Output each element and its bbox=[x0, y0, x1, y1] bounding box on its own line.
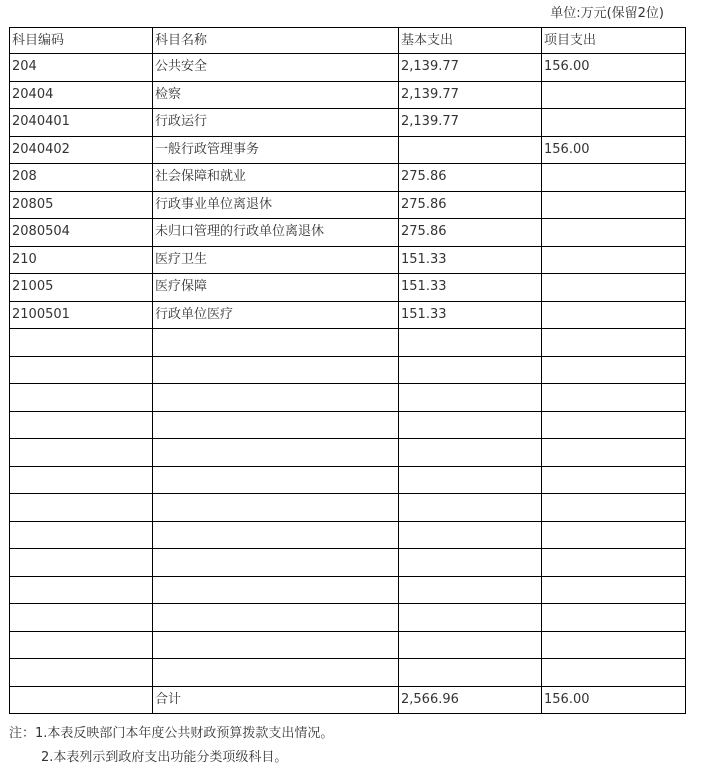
cell-subject-code bbox=[10, 686, 153, 714]
cell-project-expenditure bbox=[542, 164, 686, 192]
table-row bbox=[10, 81, 686, 109]
cell-subject-code: 2080504 bbox=[10, 219, 153, 247]
cell-basic-expenditure: 2,566.96 bbox=[399, 686, 542, 714]
table-row bbox=[10, 631, 686, 659]
cell-subject-name bbox=[153, 494, 399, 522]
table-row bbox=[10, 494, 686, 522]
cell-subject-code bbox=[10, 494, 153, 522]
footnotes bbox=[9, 722, 333, 770]
footnote-2: 2.本表列示到政府支出功能分类项级科目。 bbox=[41, 750, 288, 765]
cell-basic-expenditure: 275.86 bbox=[399, 219, 542, 247]
unit-note: 单位:万元(保留2位) bbox=[550, 6, 664, 21]
cell-subject-code: 20805 bbox=[10, 191, 153, 219]
cell-basic-expenditure bbox=[399, 604, 542, 632]
table-row bbox=[10, 246, 686, 274]
cell-subject-code bbox=[10, 549, 153, 577]
cell-subject-code: 208 bbox=[10, 164, 153, 192]
cell-basic-expenditure bbox=[399, 659, 542, 687]
cell-basic-expenditure bbox=[399, 466, 542, 494]
table-row bbox=[10, 356, 686, 384]
table-row bbox=[10, 411, 686, 439]
cell-subject-name bbox=[153, 576, 399, 604]
table-row bbox=[10, 384, 686, 412]
cell-project-expenditure bbox=[542, 659, 686, 687]
header-basic-expenditure: 基本支出 bbox=[399, 28, 542, 54]
cell-subject-code bbox=[10, 466, 153, 494]
cell-subject-name bbox=[153, 356, 399, 384]
cell-subject-name bbox=[153, 384, 399, 412]
cell-project-expenditure bbox=[542, 631, 686, 659]
table-header-row bbox=[10, 28, 686, 54]
table-row bbox=[10, 439, 686, 467]
cell-subject-code bbox=[10, 411, 153, 439]
cell-basic-expenditure: 275.86 bbox=[399, 164, 542, 192]
cell-subject-code bbox=[10, 576, 153, 604]
table-row bbox=[10, 136, 686, 164]
budget-table bbox=[9, 27, 686, 714]
cell-subject-code: 2100501 bbox=[10, 301, 153, 329]
table-row bbox=[10, 659, 686, 687]
cell-project-expenditure bbox=[542, 109, 686, 137]
table-row bbox=[10, 301, 686, 329]
cell-subject-name: 公共安全 bbox=[153, 54, 399, 82]
header-project-expenditure: 项目支出 bbox=[542, 28, 686, 54]
cell-subject-name: 行政运行 bbox=[153, 109, 399, 137]
cell-subject-code bbox=[10, 659, 153, 687]
table-row bbox=[10, 329, 686, 357]
table-row bbox=[10, 109, 686, 137]
cell-subject-name: 合计 bbox=[153, 686, 399, 714]
cell-project-expenditure bbox=[542, 466, 686, 494]
cell-subject-code bbox=[10, 384, 153, 412]
cell-basic-expenditure bbox=[399, 329, 542, 357]
cell-subject-name: 医疗卫生 bbox=[153, 246, 399, 274]
cell-project-expenditure bbox=[542, 191, 686, 219]
cell-basic-expenditure: 151.33 bbox=[399, 274, 542, 302]
cell-project-expenditure: 156.00 bbox=[542, 686, 686, 714]
cell-basic-expenditure: 275.86 bbox=[399, 191, 542, 219]
cell-subject-code: 20404 bbox=[10, 81, 153, 109]
cell-subject-code: 2040401 bbox=[10, 109, 153, 137]
cell-subject-name: 一般行政管理事务 bbox=[153, 136, 399, 164]
cell-project-expenditure bbox=[542, 411, 686, 439]
table-total-row bbox=[10, 686, 686, 714]
cell-subject-name bbox=[153, 329, 399, 357]
cell-basic-expenditure bbox=[399, 136, 542, 164]
cell-project-expenditure bbox=[542, 246, 686, 274]
cell-basic-expenditure: 2,139.77 bbox=[399, 81, 542, 109]
cell-subject-code bbox=[10, 604, 153, 632]
cell-subject-code bbox=[10, 631, 153, 659]
cell-subject-name bbox=[153, 521, 399, 549]
cell-subject-name bbox=[153, 604, 399, 632]
cell-basic-expenditure bbox=[399, 356, 542, 384]
cell-basic-expenditure: 2,139.77 bbox=[399, 54, 542, 82]
cell-basic-expenditure bbox=[399, 494, 542, 522]
table-row bbox=[10, 274, 686, 302]
cell-basic-expenditure bbox=[399, 411, 542, 439]
cell-subject-name: 医疗保障 bbox=[153, 274, 399, 302]
cell-project-expenditure bbox=[542, 604, 686, 632]
cell-project-expenditure bbox=[542, 521, 686, 549]
cell-subject-name: 行政单位医疗 bbox=[153, 301, 399, 329]
cell-basic-expenditure bbox=[399, 439, 542, 467]
cell-subject-code: 204 bbox=[10, 54, 153, 82]
table-row bbox=[10, 191, 686, 219]
cell-basic-expenditure bbox=[399, 549, 542, 577]
cell-project-expenditure bbox=[542, 301, 686, 329]
cell-subject-code bbox=[10, 521, 153, 549]
cell-project-expenditure bbox=[542, 81, 686, 109]
cell-project-expenditure: 156.00 bbox=[542, 136, 686, 164]
cell-project-expenditure bbox=[542, 329, 686, 357]
table-row bbox=[10, 466, 686, 494]
cell-project-expenditure bbox=[542, 356, 686, 384]
cell-subject-code bbox=[10, 329, 153, 357]
cell-project-expenditure bbox=[542, 439, 686, 467]
cell-project-expenditure bbox=[542, 274, 686, 302]
table-row bbox=[10, 549, 686, 577]
cell-project-expenditure bbox=[542, 576, 686, 604]
cell-subject-code bbox=[10, 356, 153, 384]
cell-subject-code: 210 bbox=[10, 246, 153, 274]
cell-project-expenditure: 156.00 bbox=[542, 54, 686, 82]
cell-subject-name bbox=[153, 411, 399, 439]
table-row bbox=[10, 54, 686, 82]
cell-subject-name: 未归口管理的行政单位离退休 bbox=[153, 219, 399, 247]
cell-basic-expenditure: 151.33 bbox=[399, 301, 542, 329]
cell-subject-name bbox=[153, 549, 399, 577]
cell-subject-name bbox=[153, 631, 399, 659]
cell-basic-expenditure: 151.33 bbox=[399, 246, 542, 274]
cell-basic-expenditure bbox=[399, 631, 542, 659]
cell-subject-code: 2040402 bbox=[10, 136, 153, 164]
cell-subject-name bbox=[153, 659, 399, 687]
header-subject-name: 科目名称 bbox=[153, 28, 399, 54]
table-row bbox=[10, 521, 686, 549]
cell-basic-expenditure bbox=[399, 521, 542, 549]
table-row bbox=[10, 604, 686, 632]
cell-basic-expenditure: 2,139.77 bbox=[399, 109, 542, 137]
footnote-1: 注：1.本表反映部门本年度公共财政预算拨款支出情况。 bbox=[9, 726, 334, 741]
cell-subject-name: 行政事业单位离退休 bbox=[153, 191, 399, 219]
cell-subject-name: 社会保障和就业 bbox=[153, 164, 399, 192]
cell-basic-expenditure bbox=[399, 576, 542, 604]
cell-subject-name bbox=[153, 466, 399, 494]
table-row bbox=[10, 576, 686, 604]
cell-subject-code: 21005 bbox=[10, 274, 153, 302]
cell-subject-name bbox=[153, 439, 399, 467]
header-subject-code: 科目编码 bbox=[10, 28, 153, 54]
cell-project-expenditure bbox=[542, 494, 686, 522]
table-row bbox=[10, 164, 686, 192]
cell-subject-code bbox=[10, 439, 153, 467]
cell-project-expenditure bbox=[542, 384, 686, 412]
cell-basic-expenditure bbox=[399, 384, 542, 412]
cell-project-expenditure bbox=[542, 549, 686, 577]
table-row bbox=[10, 219, 686, 247]
cell-project-expenditure bbox=[542, 219, 686, 247]
cell-subject-name: 检察 bbox=[153, 81, 399, 109]
